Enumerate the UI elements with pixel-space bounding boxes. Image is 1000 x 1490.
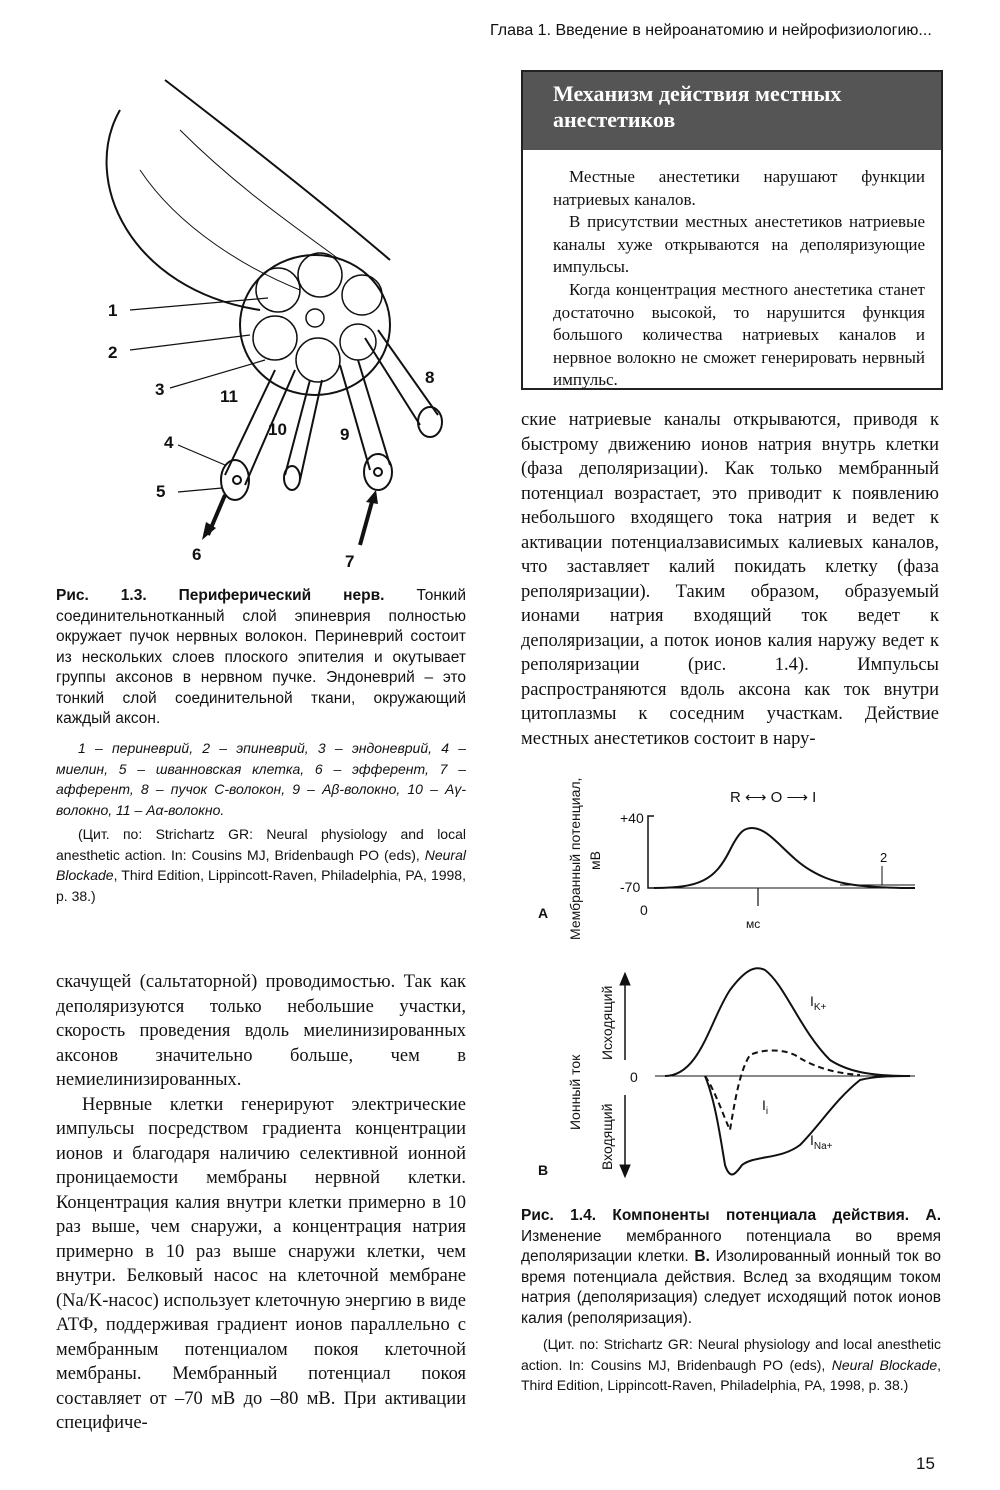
info-box-paragraph: В присутствии местных анестетиков натриевые каналы хуже открываются на деполяризующие импульсы. [553,212,925,277]
nerve-outline-top [107,110,260,310]
fig13-label: 7 [345,552,355,571]
fig14-caption-title: Рис. 1.4. Компоненты потенциала действия. [521,1207,910,1224]
body-paragraph: Нервные клетки генерируют электрические импульсы посредством градиента концентрации ионов и благодаря наличию селективной ионной проницаемости мембраны нервной клетки. Концентрация калия внутри клетки примерно в 10 раз выше, чем снаружи, а концентрация натрия примерно в 10 раз выше снаружи клетки, чем внутри. Белковый насос на клеточной мембране (Na/K-насос) использует клеточную энергию в виде АТФ, поддерживая градиент ионов параллельно с мембранным потенциалом покоя клеточной мембраны. Мембранный потенциал покоя составляет от –70 мВ до –80 мВ. При активации специфиче- [56,1094,466,1433]
fig13-citation [56,824,466,906]
info-box [521,70,943,390]
page-number: 15 [916,1454,935,1473]
inward-label: Входящий [599,1103,615,1170]
running-header: Глава 1. Введение в нейроанатомию и нейрофизиологию... [490,22,932,39]
state-transitions: R ⟷ O ⟶ I [730,789,817,806]
fig13-label: 2 [108,343,118,362]
fig13-label: 5 [156,482,166,501]
ina-label: $I_{Na+}$ [810,1132,833,1152]
fig13-legend: 1 – периневрий, 2 – эпиневрий, 3 – эндоневрий, 4 – миелин, 5 – шванновская клетка, 6 – эфферент, 7 – афферент, 8 – пучок С-волокон, 9 – Aβ-волокно, 10 – Aγ-волокно, 11 – Aα-волокно. [56,740,466,818]
citation-text: (Цит. по: Strichartz GR: Neural physiology and local anesthetic action. In: Cousins MJ, Bridenbaugh PO (eds), [521,1336,941,1373]
citation-text: , Third Edition, Lippincott-Raven, Philadelphia, PA, 1998, p. 38.) [56,867,466,904]
fig13-caption-text: Тонкий соединительнотканный слой эпиневрия полностью окружает пучок нервных волокон. Периневрий состоит из нескольких слоев плоского эпителия и окутывает группы аксонов в нервном пучке. Эндоневрий – это тонкий слой соединительной ткани, окружающий каждый аксон. [56,587,466,727]
fig13-label: 8 [425,368,435,387]
nerve-illustration [60,70,480,580]
axis-a [648,816,654,888]
fig13-label: 1 [108,301,118,320]
fig14-caption-b: В. [694,1248,710,1265]
panel-a-ylabel: Мембранный потенциал, [567,777,583,940]
nerve-outline-bottom [165,80,390,260]
citation-text: , Third Edition, Lippincott-Raven, Philadelphia, PA, 1998, p. 38.) [521,1356,941,1393]
citation-book: Neural Blockade [56,846,466,883]
fig13-label: 3 [155,380,165,399]
zero-b-label: 0 [630,1069,638,1085]
info-box-title: Механизм действия местных анестетиков [523,72,941,150]
citation-text: (Цит. по: Strichartz GR: Neural physiology and local anesthetic action. In: Cousins MJ, Bridenbaugh PO (eds), [56,826,466,863]
potential-curve [654,828,915,888]
panel-b-ylabel: Ионный ток [567,1054,583,1130]
fig14-caption-b-text: Изолированный ионный ток во время потенциала действия. Вслед за входящим током натрия (деполяризация) следует исходящий поток ионов калия (реполяризация). [521,1248,941,1327]
fig13-caption-title: Рис. 1.3. Периферический нерв. [56,587,385,604]
ik-curve [665,968,910,1076]
fiber-4-5-end [221,460,249,500]
info-box-paragraph: Когда концентрация местного анестетика станет достаточно высокой, то нарушится функция большого количества натриевых каналов и нервное волокно не сможет генерировать нервный импульс. [553,279,925,390]
ms-label: мс [746,917,761,931]
info-box-paragraph: Местные анестетики нарушают функции натриевых каналов. [553,167,925,209]
afferent-arrow [360,498,373,545]
panel-a-yunit: мВ [587,851,603,870]
panel-a-label: А [538,905,549,921]
panel-b-label: В [538,1162,549,1178]
citation-book: Neural Blockade [831,1356,938,1373]
outward-label: Исходящий [599,985,615,1060]
fig14-caption [521,1206,941,1329]
ii-curve [705,1050,860,1130]
body-paragraph: скачущей (сальтаторной) проводимостью. Так как деполяризуются только небольшие участки, скорость проведения вдоль миелинизированных аксонов значительно больше, чем в немиелинизированных. [56,972,466,1090]
tick-plus40: +40 [620,810,644,826]
fig13-label: 6 [192,545,202,564]
curve-2-label: 2 [880,850,888,865]
zero-label: 0 [640,902,648,918]
fig13-caption [56,586,466,730]
right-column-text: ские натриевые каналы открываются, приводя к быстрому движению ионов натрия внутрь клетки (фаза деполяризации). Как только мембранный потенциал возрастает, это приводит к появлению небольшого входящего тока натрия и ведет к активации потенциалзависимых калиевых каналов, что заставляет калий покидать клетку (фаза реполяризации). Таким образом, образуемый ионами натрия входящий ток ведет к деполяризации, а поток ионов калия наружу ведет к реполяризации (рис. 1.4). Импульсы распространяются вдоль аксона как ток внутри цитоплазмы к соседним участкам. Действие местных анестетиков состоит в нару- [521,410,939,749]
fig14-caption-a-text: Изменение мембранного потенциала во время деполяризации клетки. [521,1227,941,1265]
action-potential-figure [530,770,950,1195]
fig13-label: 4 [164,433,174,452]
fig13-label: 9 [340,425,350,444]
fig13-label: 11 [220,387,238,406]
ii-label: $I_i$ [762,1097,769,1117]
fiber-7-end [364,454,392,490]
fig14-citation [521,1334,941,1396]
fig13-label: 10 [268,420,287,439]
tick-minus70: -70 [620,879,641,895]
ik-label: $I_{K+}$ [810,993,827,1013]
left-column-text [56,970,466,1436]
ina-curve [705,1076,910,1174]
fig14-caption-a: А. [925,1207,942,1224]
